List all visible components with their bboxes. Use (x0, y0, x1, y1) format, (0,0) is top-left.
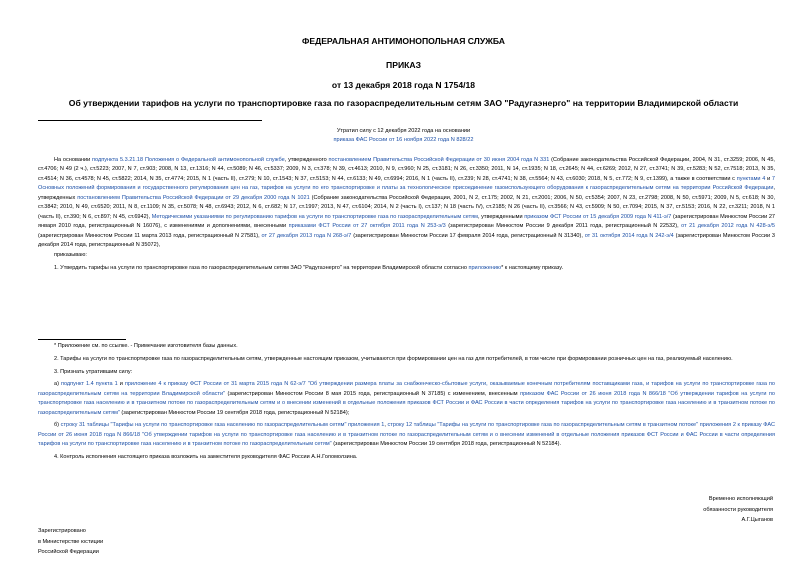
item-1 (38, 264, 775, 273)
preamble-link[interactable]: пунктами 4 (736, 175, 766, 182)
item-3a-text: и (117, 381, 125, 388)
item-3a-link[interactable]: подпункт 1.4 пункта 1 (60, 381, 118, 388)
signature-line: обязанности руководителя (703, 506, 773, 513)
preamble-text: (зарегистрирован Минюстом России 27 января 2010 года, регистрационный N 16076), с изменениями и дополнениями, внесенными (38, 213, 775, 230)
preamble-text: (зарегистрирован Минюстом России 3 декабря 2014 года, регистрационный N 35072), (38, 232, 775, 249)
signature-block (703, 494, 773, 526)
appendix-link[interactable]: приложению (468, 264, 502, 271)
item-3b-link[interactable]: строку 12 таблицы "Тарифы на услуги по транспортировке газа по газораспределительным сетям в транзитном потоке" приложения 2 к приказу ФАС России от 26 июня 2018 года N 866/18 "Об утверждении тарифов на услуги по транспортировке газа населению и в транзитном потоке по газораспределительным сетям и о внесении изменений в отдельные положения приказов ФСТ России и ФАС России в части определения тарифов на услуги по транспортировке газа населению и в транзитном потоке по газораспределительным сетям" (38, 422, 775, 448)
preamble (38, 156, 775, 273)
footnote: * Приложение см. по ссылке. - Примечание изготовителя базы данных. (54, 343, 238, 349)
preamble-text: (зарегистрирован Минюстом России 11 марта 2013 года, регистрационный N 27581), (38, 232, 262, 239)
preamble-link[interactable]: постановлением Правительства Российской Федерации от 29 декабря 2000 года N 1021 (77, 194, 310, 201)
item-3-heading: 3. Признать утратившим силу: (54, 368, 133, 375)
item-3a-link[interactable]: приложение 4 к приказу ФСТ России от 31 марта 2015 года N 62-э/7 "Об утверждении размера платы за снабженческо-сбытовые услуги, оказываемые конечным потребителям поставщиками газа, и тарифов на услуги по транспортировке газа по газораспределительным сетям на территории Владимирской области" (38, 381, 775, 397)
preamble-text: , утвержденными (477, 213, 525, 220)
preamble-text: , утвержденного (284, 157, 329, 163)
registration-line: Российской Федерации (38, 549, 99, 555)
main-body (38, 342, 775, 462)
preamble-text: На основании (54, 157, 93, 163)
registration-block (38, 526, 103, 558)
item-3a (38, 380, 775, 418)
preamble-link[interactable]: от 27 декабря 2013 года N 268-э/7 (261, 232, 352, 239)
preamble-text: (Собрание законодательства Российской Федерации, 2004, N 31, ст.3259; 2006, N 45, ст.4706; N 49 (2 ч.), ст.5223; 2007, N 7, ст.903; 2008, N 13, ст.1316; N 44, ст.5089; N 46, ст.5337; 2009, N 3, ст.378; N 39, ст.4613; 2010, N 9, ст.960; N 25, ст.3181; N 26, ст.3350; 2011, N 14, ст.1935; N 18, ст.2645; N 44, ст.6269; 2012, N 27, ст.3741; N 39, ст.5283; N 52, ст.7518; 2013, N 35, ст.4514; N 36, ст.4578; N 45, ст.5822; 2014, N 35, ст.4774; 2015, N 1 (часть II), ст.279; N 10, ст.1543; N 37, ст.5153; N 44, ст.6133; N 49, ст.6994; 2016, N 1 (часть II), ст.239; N 28, ст.4741; N 38, ст.5564; N 43, ст.6030; 2018, N 5, ст.772; N 9, ст.1399), а также в соответствии с (38, 157, 775, 182)
title-divider (38, 120, 262, 121)
preamble-link[interactable]: от 21 декабря 2012 года N 428-э/5 (681, 223, 775, 230)
preamble-text: (Собрание законодательства Российской Федерации, 2001, N 2, ст.175; 2002, N 21, ст.2001; 2006, N 50, ст.5354; 2007, N 23, ст.2798; 2008, N 50, ст.5971; 2009, N 5, ст.618; N 30, ст.3842; 2010, N 49, ст.6520; 2011, N 8, ст.1109; N 35, ст.5078; N 48, ст.6943; 2012, N 6, ст.682; N 17, ст.1997; 2013, N 47, ст.6104; 2014, N 2 (часть I), ст.137; N 18 (часть IV), ст.2185; N 26 (часть II), ст.3566; N 43, ст.5909; N 50, ст.7094; 2015, N 37, ст.5153; 2016, N 22, ст.3211; 2018, N 1 (часть II), ст.390; N 6, ст.897; N 45, ст.6942), (38, 194, 776, 220)
footnote-divider (38, 339, 126, 340)
registration-line: Зарегистрировано (38, 528, 86, 534)
preamble-link[interactable]: от 31 октября 2014 года N 242-э/4 (584, 232, 674, 239)
item-2: 2. Тарифы на услуги по транспортировке газа по газораспределительным сетям, утвержденные настоящим приказом, учитываются при формировании цен на газ для потребителей, в том числе при формировании розничных цен на газ, реализуемый населению. (54, 356, 733, 363)
item-3b-text: , (384, 422, 388, 429)
preamble-text: (зарегистрирован Минюстом России 9 декабря 2011 года, регистрационный N 22532), (445, 223, 682, 230)
item-3a-prefix: а) (54, 381, 61, 388)
signature-line: Временно исполняющий (708, 496, 773, 502)
preamble-link[interactable]: приказами ФСТ России от 27 октября 2011 года N 253-э/3 (288, 223, 446, 230)
item-3b-text: (зарегистрирован Минюстом России 19 сентября 2018 года, регистрационный N 52184). (331, 441, 561, 448)
status-note-text: Утратил силу с 12 декабря 2022 года на основании (336, 128, 471, 134)
preamble-text: , утвержденных (38, 185, 775, 201)
preamble-text: (зарегистрирован Минюстом России 17 февраля 2014 года, регистрационный N 31340), (351, 232, 585, 239)
item-1-tail: * к настоящему приказу. (501, 264, 564, 271)
agency-name: ФЕДЕРАЛЬНАЯ АНТИМОНОПОЛЬНАЯ СЛУЖБА (302, 36, 505, 46)
preamble-link[interactable]: Методическими указаниями по регулированию тарифов на услуги по транспортировке газа по газораспределительным сетям (151, 213, 478, 220)
document-type: ПРИКАЗ (386, 60, 421, 70)
repeal-order-link[interactable]: приказа ФАС России от 16 ноября 2022 года N 828/22 (333, 137, 474, 143)
item-3b-link[interactable]: строку 31 таблицы "Тарифы на услуги по транспортировке газа населению по газораспределительным сетям" приложения 1 (60, 422, 385, 429)
preamble-link[interactable]: постановлением Правительства Российской Федерации от 30 июня 2004 года N 331 (328, 157, 550, 163)
document-date-number: от 13 декабря 2018 года N 1754/18 (331, 80, 476, 90)
status-note (0, 127, 807, 145)
item-3b-prefix: б) (54, 422, 61, 429)
preamble-text: и (765, 175, 772, 182)
preamble-link[interactable]: подпункта 5.3.21.18 Положения о Федеральной антимонопольной службе (92, 157, 285, 163)
order-word: приказываю: (54, 251, 87, 258)
item-3a-text: (зарегистрирован Минюстом России 8 мая 2015 года, регистрационный N 37185) с изменением, внесенным (225, 390, 521, 397)
item-1-text: 1. Утвердить тарифы на услуги по транспортировке газа по газораспределительным сетям ЗАО "Радугаэнерго" на территории Владимирской области согласно (54, 264, 469, 271)
document-title: Об утверждении тарифов на услуги по транспортировке газа по газораспределительным сетям ЗАО "Радугаэнерго" на территории Владимирской области (68, 98, 739, 108)
item-3a-text: (зарегистрирован Минюстом России 19 сентября 2018 года, регистрационный N 52184); (119, 409, 350, 416)
preamble-link[interactable]: приказом ФСТ России от 15 декабря 2009 года N 411-э/7 (524, 213, 672, 220)
preamble-link[interactable]: 7 Основных положений формирования и государственного регулирования цен на газ, тарифов на услуги по его транспортировке и платы за технологическое присоединение газоиспользующего оборудования к газораспределительным сетям на территории Российской Федерации (38, 175, 775, 192)
registration-line: в Министерстве юстиции (38, 538, 104, 545)
item-3b (38, 421, 775, 449)
item-3a-link[interactable]: приказом ФАС России от 26 июня 2018 года N 866/18 "Об утверждении тарифов на услуги по транспортировке газа населению и в транзитном потоке по газораспределительным сетям и о внесении изменений в отдельные положения приказов ФСТ России и ФАС России в части определения тарифов на услуги по транспортировке газа населению и в транзитном потоке по газораспределительным сетям" (38, 390, 776, 416)
signatory-name: А.Г.Цыганов (741, 517, 773, 523)
item-4: 4. Контроль исполнения настоящего приказа возложить на заместителя руководителя ФАС России А.Н.Голомолзина. (54, 453, 358, 460)
